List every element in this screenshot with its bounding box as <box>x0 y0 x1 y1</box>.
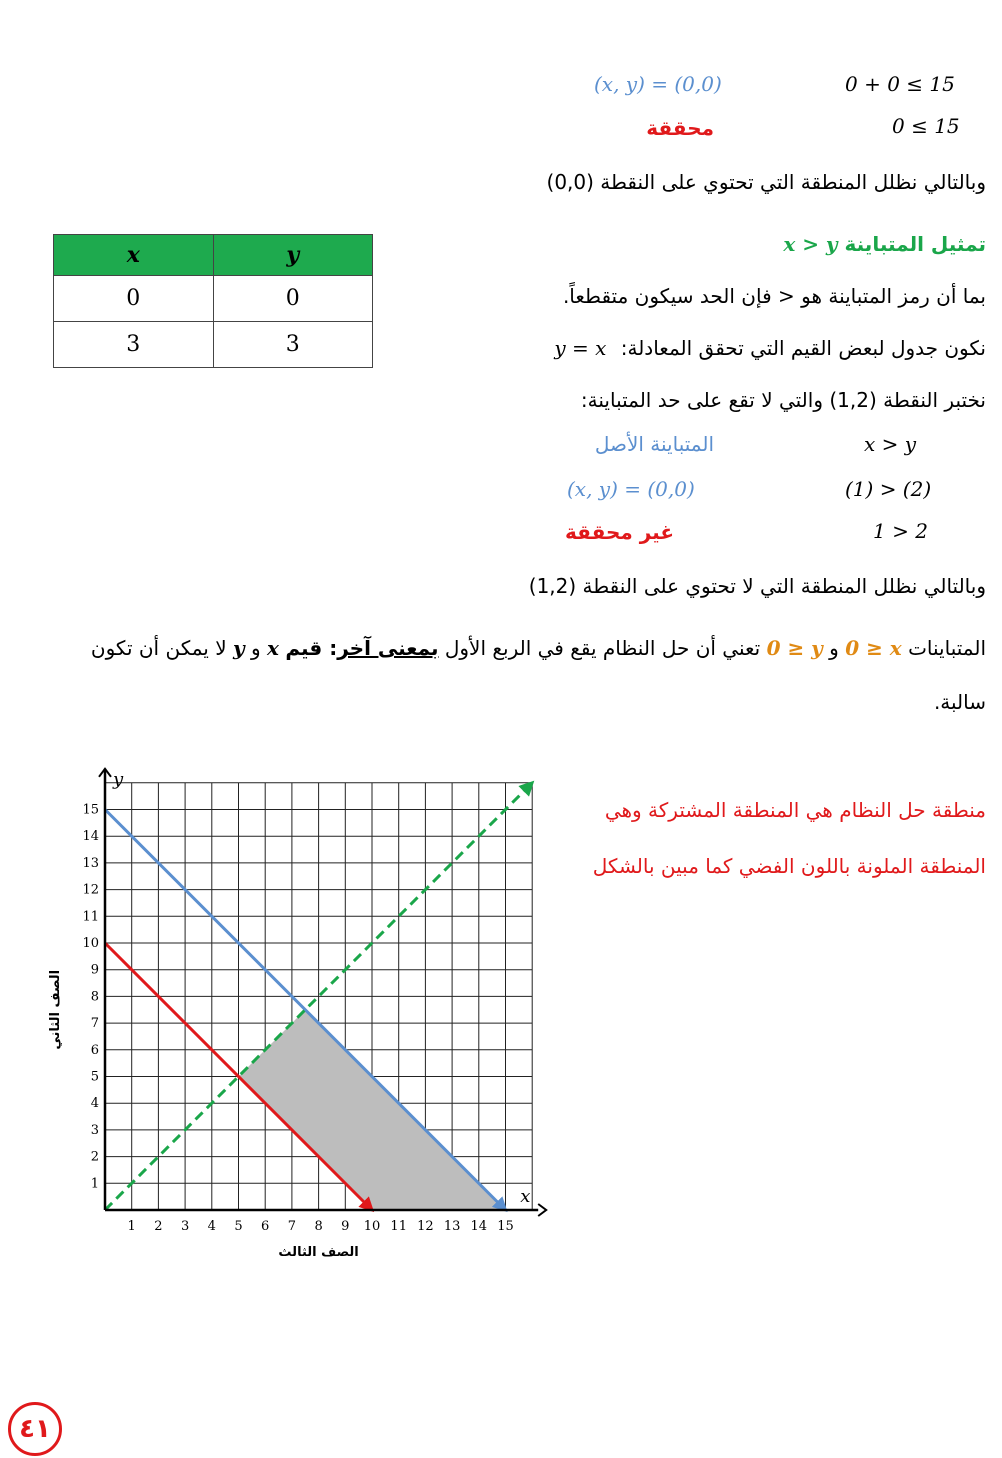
check2-substituted: (1) > (2) <box>845 477 932 501</box>
quadrant-text: و <box>250 636 261 660</box>
y-tick-label: 14 <box>82 829 99 845</box>
x-tick-label: 7 <box>287 1219 297 1234</box>
x-tick-label: 12 <box>417 1219 434 1234</box>
table-header-y: y <box>213 235 373 276</box>
x-tick-label: 14 <box>470 1219 488 1234</box>
y-tick-label: 4 <box>90 1096 99 1112</box>
y-tick-label: 1 <box>90 1176 99 1192</box>
quadrant-emphasis: بمعنى آخر <box>337 636 439 660</box>
table-cell: 0 <box>54 276 214 322</box>
quadrant-note <box>20 636 986 660</box>
y-tick-label: 13 <box>82 855 99 871</box>
quadrant-math: y <box>233 636 245 660</box>
check1-step2: 0 ≤ 15 <box>892 114 960 138</box>
section-line1: بما أن رمز المتباينة هو < فإن الحد سيكون متقطعاً. <box>562 284 986 308</box>
x-axis-label: الصف الثالث <box>278 1245 359 1260</box>
inequality-chart <box>40 728 560 1268</box>
y-tick-label: 2 <box>90 1149 99 1165</box>
x-tick-label: 2 <box>154 1219 163 1234</box>
check2-label: المتباينة الأصل <box>594 432 714 456</box>
values-table <box>53 234 373 368</box>
y-tick-label: 10 <box>82 936 99 951</box>
quadrant-text: المتباينات <box>908 636 986 660</box>
table-cell: 0 <box>213 276 373 322</box>
y-tick-label: 6 <box>90 1042 99 1058</box>
check2-point: (x, y) = (0,0) <box>567 477 695 501</box>
section-line2-math: y = x <box>554 336 607 360</box>
shade-note-2: وبالتالي نظلل المنطقة التي لا تحتوي على النقطة (1,2) <box>528 574 986 598</box>
quadrant-text: و <box>829 636 839 660</box>
section-line3: نختبر النقطة (1,2) والتي لا تقع على حد المتباينة: <box>580 388 986 412</box>
table-row <box>54 322 373 368</box>
x-tick-label: 4 <box>207 1219 216 1234</box>
y-tick-label: 3 <box>90 1122 99 1138</box>
check2-step: 1 > 2 <box>873 519 928 543</box>
check1-point: (x, y) = (0,0) <box>594 72 722 96</box>
quadrant-text: : قيم <box>285 636 338 660</box>
x-tick-label: 5 <box>234 1219 243 1234</box>
x-tick-label: 8 <box>314 1219 323 1234</box>
y-tick-label: 7 <box>90 1016 99 1032</box>
table-cell: 3 <box>213 322 373 368</box>
x-tick-label: 13 <box>443 1219 461 1234</box>
x-tick-label: 9 <box>341 1219 350 1234</box>
check1-result: محققة <box>646 116 714 140</box>
x-tick-label: 1 <box>127 1219 136 1234</box>
x-axis-letter: x <box>520 1186 531 1207</box>
y-tick-label: 11 <box>82 909 99 925</box>
quadrant-math: 0 ≥ x <box>845 636 902 660</box>
y-tick-label: 5 <box>90 1069 99 1085</box>
page-number: ٤١ <box>8 1402 62 1456</box>
shade-note-1: وبالتالي نظلل المنطقة التي تحتوي على النقطة (0,0) <box>546 170 986 194</box>
solution-note-line1: منطقة حل النظام هي المنطقة المشتركة وهي <box>604 798 986 822</box>
section-heading-math: x > y <box>783 232 838 256</box>
quadrant-math: x <box>267 636 279 660</box>
check2-result: غير محققة <box>565 520 674 544</box>
table-row <box>54 276 373 322</box>
section-line2-text: نكون جدول لبعض القيم التي تحقق المعادلة: <box>620 336 986 360</box>
section-heading <box>600 232 986 256</box>
y-tick-label: 8 <box>90 989 99 1005</box>
solution-note-line2: المنطقة الملونة باللون الفضي كما مبين بالشكل <box>592 854 986 878</box>
table-cell: 3 <box>54 322 214 368</box>
x-axis-arrow <box>538 1204 546 1216</box>
x-tick-label: 11 <box>390 1219 407 1234</box>
section-line2 <box>420 336 986 360</box>
y-axis-label: الصف الثاني <box>48 969 63 1050</box>
check1-step1: 0 + 0 ≤ 15 <box>845 72 955 96</box>
quadrant-math: 0 ≥ y <box>766 636 823 660</box>
table-header-x: x <box>54 235 214 276</box>
quadrant-text: لا يمكن أن تكون <box>90 636 227 660</box>
x-tick-label: 15 <box>497 1219 514 1234</box>
section-heading-text: تمثيل المتباينة <box>844 232 986 256</box>
y-axis-letter: y <box>113 768 124 790</box>
check2-inequality: x > y <box>864 432 917 456</box>
y-tick-label: 15 <box>82 802 99 818</box>
x-tick-label: 10 <box>363 1219 381 1234</box>
y-tick-label: 9 <box>90 962 99 978</box>
x-tick-label: 6 <box>261 1219 270 1234</box>
quadrant-note-end: سالبة. <box>933 690 986 714</box>
y-tick-label: 12 <box>82 882 99 898</box>
x-tick-label: 3 <box>180 1219 190 1234</box>
quadrant-text: تعني أن حل النظام يقع في الربع الأول <box>444 636 761 660</box>
